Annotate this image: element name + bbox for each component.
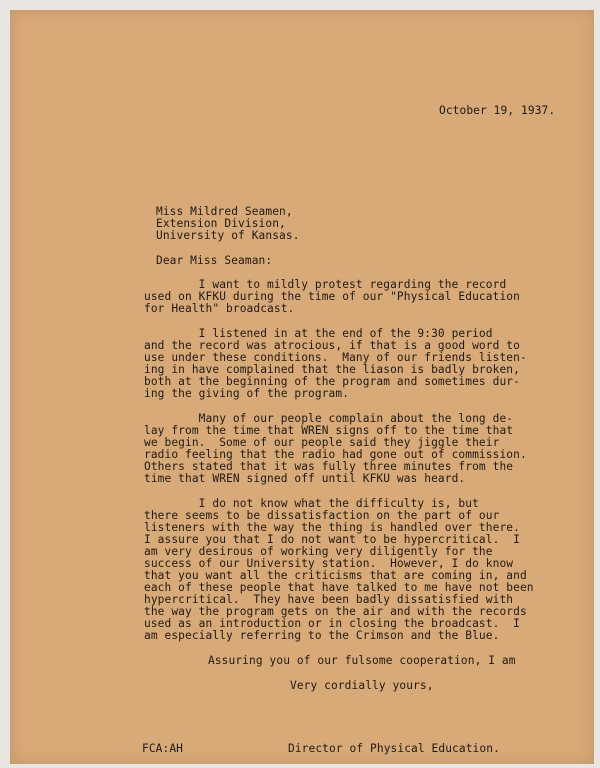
recipient-line-3: University of Kansas. [156, 229, 300, 242]
letter-page [10, 10, 594, 764]
paragraph-4-line: am especially referring to the Crimson and the Blue. [144, 629, 500, 642]
closing-line: Assuring you of our fulsome cooperation, I am [208, 654, 516, 667]
paragraph-4-line: each of these people that have talked to me have not been [144, 581, 534, 594]
paragraph-2-line: and the record was atrocious, if that is a good word to [144, 339, 520, 352]
paragraph-2-line: both at the beginning of the program and sometimes dur- [144, 375, 520, 388]
paragraph-4-line: hypercritical. They have been badly dissatisfied with [144, 593, 514, 606]
paragraph-3-line: we begin. Some of our people said they jiggle their [144, 436, 500, 449]
paragraph-2-line: ing the giving of the program. [144, 387, 350, 400]
paragraph-3-line: Many of our people complain about the long de- [144, 412, 514, 425]
paragraph-4-line: there seems to be dissatisfaction on the part of our [144, 509, 500, 522]
paragraph-4-line: used as an introduction or in closing the broadcast. I [144, 617, 520, 630]
paragraph-4-line: listeners with the way the thing is handled over there. [144, 521, 520, 534]
paragraph-4-line: the way the program gets on the air and with the records [144, 605, 527, 618]
paragraph-4-line: I do not know what the difficulty is, but [144, 497, 479, 510]
paragraph-1-line: for Health" broadcast. [144, 302, 295, 315]
paragraph-4-line: I assure you that I do not want to be hypercritical. I [144, 533, 520, 546]
recipient-line-2: Extension Division, [156, 217, 286, 230]
paragraph-1-line: used on KFKU during the time of our "Physical Education [144, 290, 520, 303]
letter-date: October 19, 1937. [439, 104, 556, 117]
paragraph-3-line: time that WREN signed off until KFKU was heard. [144, 472, 466, 485]
paragraph-4-line: success of our University station. However, I do know [144, 557, 514, 570]
paragraph-3-line: lay from the time that WREN signs off to the time that [144, 424, 514, 437]
recipient-line-1: Miss Mildred Seamen, [156, 205, 293, 218]
paragraph-4-line: am very desirous of working very diligently for the [144, 545, 493, 558]
paragraph-3-line: radio feeling that the radio had gone out of commission. [144, 448, 527, 461]
paragraph-3-line: Others stated that it was fully three minutes from the [144, 460, 514, 473]
salutation: Dear Miss Seaman: [156, 254, 273, 267]
paragraph-2-line: ing in have complained that the liason is badly broken, [144, 363, 520, 376]
paragraph-1-line: I want to mildly protest regarding the record [144, 278, 507, 291]
paragraph-2-line: use under these conditions. Many of our friends listen- [144, 351, 527, 364]
typist-initials: FCA:AH [142, 742, 184, 755]
paragraph-4-line: that you want all the criticisms that are coming in, and [144, 569, 527, 582]
valediction: Very cordially yours, [290, 679, 434, 692]
paragraph-2-line: I listened in at the end of the 9:30 period [144, 327, 493, 340]
signature-title: Director of Physical Education. [288, 742, 500, 755]
